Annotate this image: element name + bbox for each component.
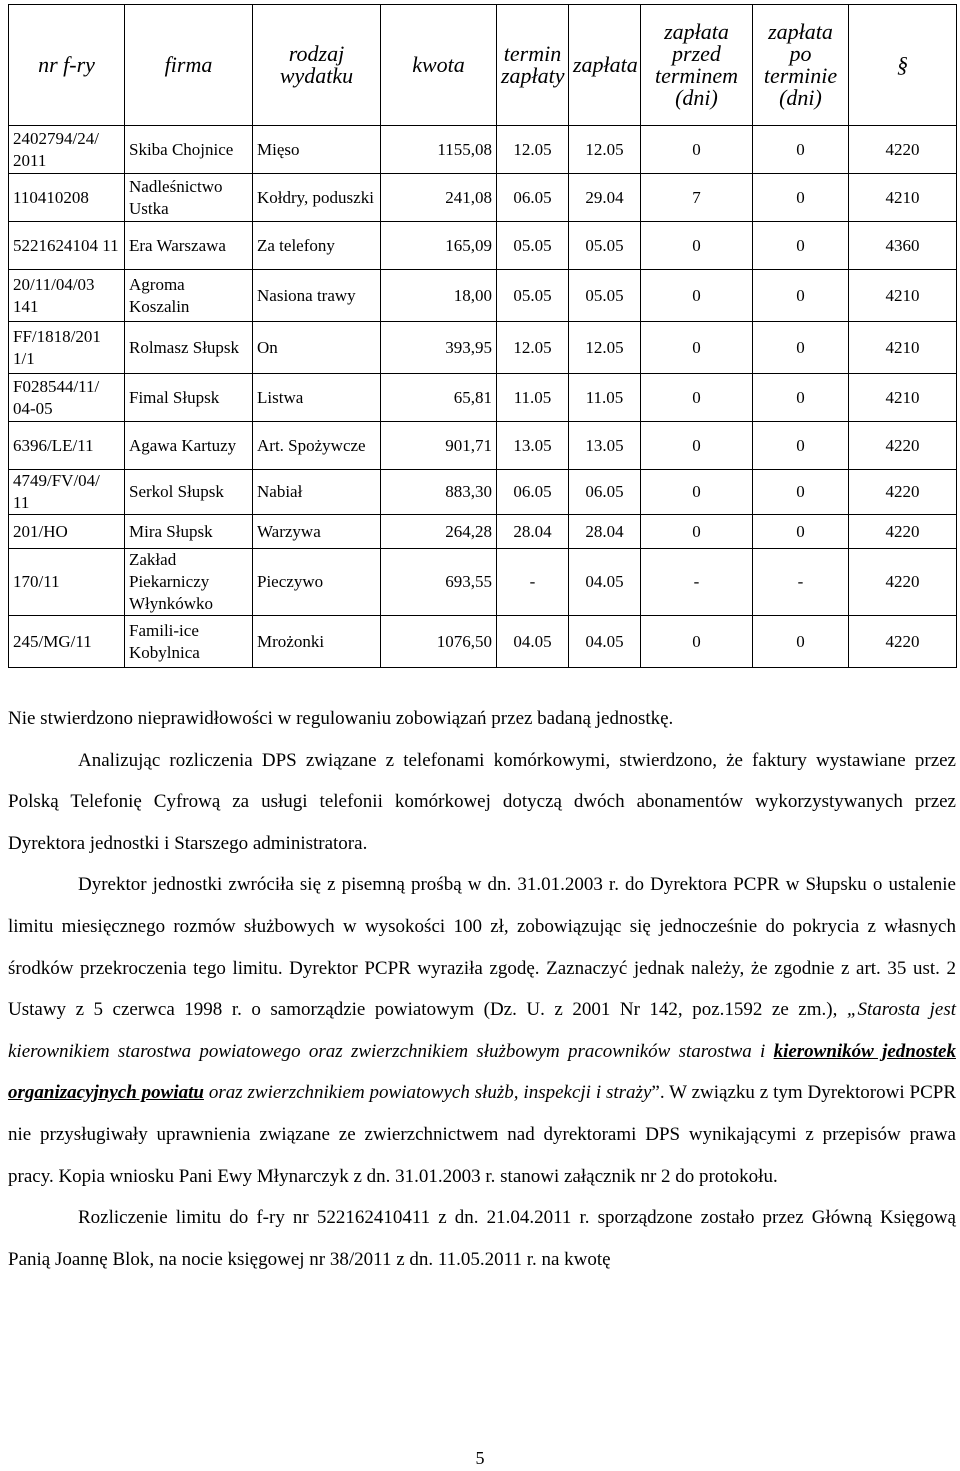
- table-cell: Serkol Słupsk: [125, 470, 253, 515]
- table-cell: 04.05: [569, 549, 641, 616]
- table-cell: 11.05: [497, 374, 569, 422]
- table-cell: 201/HO: [9, 515, 125, 549]
- table-cell: 0: [641, 126, 753, 174]
- table-cell: 883,30: [381, 470, 497, 515]
- table-cell: 0: [641, 322, 753, 374]
- table-cell: Nadleśnictwo Ustka: [125, 174, 253, 222]
- table-cell: 05.05: [497, 270, 569, 322]
- table-cell: FF/1818/201 1/1: [9, 322, 125, 374]
- table-cell: 0: [641, 222, 753, 270]
- column-header: zapłata: [569, 5, 641, 126]
- table-cell: 0: [753, 222, 849, 270]
- table-cell: 4220: [849, 126, 957, 174]
- paragraph-4: Rozliczenie limitu do f-ry nr 522162410411 z dn. 21.04.2011 r. sporządzone zostało przez Główną Księgową Panią Joannę Blok, na nocie księgowej nr 38/2011 z dn. 11.05.2011 r. na kwotę: [8, 1207, 956, 1270]
- table-cell: 12.05: [497, 126, 569, 174]
- table-cell: 4220: [849, 470, 957, 515]
- table-row: [9, 174, 957, 222]
- table-cell: Rolmasz Słupsk: [125, 322, 253, 374]
- table-cell: 4220: [849, 616, 957, 668]
- table-cell: 0: [641, 422, 753, 470]
- table-cell: 05.05: [569, 222, 641, 270]
- table-cell: 1155,08: [381, 126, 497, 174]
- table-cell: 05.05: [497, 222, 569, 270]
- table-cell: 4220: [849, 515, 957, 549]
- table-cell: 4749/FV/04/ 11: [9, 470, 125, 515]
- table-cell: 0: [641, 515, 753, 549]
- table-cell: 2402794/24/ 2011: [9, 126, 125, 174]
- table-cell: Za telefony: [253, 222, 381, 270]
- column-header: firma: [125, 5, 253, 126]
- table-cell: Nasiona trawy: [253, 270, 381, 322]
- table-cell: 06.05: [497, 470, 569, 515]
- table-cell: 0: [641, 470, 753, 515]
- table-cell: 05.05: [569, 270, 641, 322]
- column-header: termin zapłaty: [497, 5, 569, 126]
- table-cell: 0: [753, 616, 849, 668]
- table-cell: 693,55: [381, 549, 497, 616]
- table-cell: 0: [641, 616, 753, 668]
- quote-part-a: „Starosta jest kierownikiem starostwa powiatowego oraz zwierzchnikiem służbowym pracowników starostwa i: [8, 999, 957, 1062]
- table-cell: 4360: [849, 222, 957, 270]
- table-cell: 18,00: [381, 270, 497, 322]
- table-cell: Zakład Piekarniczy Włynkówko: [125, 549, 253, 616]
- table-cell: -: [753, 549, 849, 616]
- paragraph-3: [8, 864, 956, 1197]
- table-row: [9, 322, 957, 374]
- column-header: zapłata po terminie (dni): [753, 5, 849, 126]
- table-cell: 241,08: [381, 174, 497, 222]
- table-header: [9, 5, 957, 126]
- table-cell: Agroma Koszalin: [125, 270, 253, 322]
- column-header: rodzaj wydatku: [253, 5, 381, 126]
- invoice-table: [8, 4, 957, 668]
- table-cell: 170/11: [9, 549, 125, 616]
- table-cell: 0: [753, 422, 849, 470]
- table-cell: 0: [641, 374, 753, 422]
- table-cell: 264,28: [381, 515, 497, 549]
- table-cell: Agawa Kartuzy: [125, 422, 253, 470]
- table-cell: 393,95: [381, 322, 497, 374]
- table-cell: 0: [753, 270, 849, 322]
- table-cell: 65,81: [381, 374, 497, 422]
- table-cell: 12.05: [569, 126, 641, 174]
- table-cell: 0: [753, 515, 849, 549]
- table-cell: 4220: [849, 549, 957, 616]
- table-cell: 4210: [849, 174, 957, 222]
- column-header: kwota: [381, 5, 497, 126]
- table-cell: Mrożonki: [253, 616, 381, 668]
- table-body: [9, 126, 957, 668]
- table-cell: 165,09: [381, 222, 497, 270]
- table-cell: 0: [753, 470, 849, 515]
- column-header: nr f-ry: [9, 5, 125, 126]
- table-cell: 0: [753, 174, 849, 222]
- table-cell: 28.04: [497, 515, 569, 549]
- table-cell: 4210: [849, 270, 957, 322]
- table-cell: 13.05: [497, 422, 569, 470]
- table-row: [9, 616, 957, 668]
- table-row: [9, 470, 957, 515]
- table-row: [9, 515, 957, 549]
- paragraph-1: Nie stwierdzono nieprawidłowości w regulowaniu zobowiązań przez badaną jednostkę.: [8, 708, 674, 729]
- table-cell: 12.05: [497, 322, 569, 374]
- paragraph-2: Analizując rozliczenia DPS związane z telefonami komórkowymi, stwierdzono, że faktury wystawiane przez Polską Telefonię Cyfrową za usługi telefonii komórkowej dotyczą dwóch abonamentów wykorzystywanych przez Dyrektora jednostki i Starszego administratora.: [8, 749, 956, 854]
- table-cell: 06.05: [497, 174, 569, 222]
- table-row: [9, 549, 957, 616]
- table-cell: 11.05: [569, 374, 641, 422]
- table-cell: 110410208: [9, 174, 125, 222]
- table-cell: Kołdry, poduszki: [253, 174, 381, 222]
- table-cell: 1076,50: [381, 616, 497, 668]
- table-cell: 04.05: [497, 616, 569, 668]
- table-cell: Pieczywo: [253, 549, 381, 616]
- table-cell: Era Warszawa: [125, 222, 253, 270]
- table-cell: 0: [753, 374, 849, 422]
- table-cell: 0: [641, 270, 753, 322]
- table-cell: 12.05: [569, 322, 641, 374]
- table-cell: Mięso: [253, 126, 381, 174]
- table-cell: 06.05: [569, 470, 641, 515]
- table-cell: 04.05: [569, 616, 641, 668]
- page-number: 5: [475, 1448, 485, 1468]
- table-cell: 6396/LE/11: [9, 422, 125, 470]
- quote-part-c: oraz zwierzchnikiem powiatowych służb, inspekcji i straży: [203, 1082, 652, 1104]
- table-cell: On: [253, 322, 381, 374]
- table-cell: Fimal Słupsk: [125, 374, 253, 422]
- table-cell: 245/MG/11: [9, 616, 125, 668]
- table-cell: 29.04: [569, 174, 641, 222]
- table-cell: Mira Słupsk: [125, 515, 253, 549]
- paragraph-3-part-b: ”. W związku z tym Dyrektorowi PCPR nie przysługiwały uprawnienia związane ze zwierzchnictwem nad dyrektorami DPS wynikającymi z przepisów prawa pracy. Kopia wniosku Pani Ewy Młynarczyk z dn. 31.01.2003 r. stanowi załącznik nr 2 do protokołu.: [8, 1082, 956, 1187]
- table-cell: Warzywa: [253, 515, 381, 549]
- table-cell: F028544/11/ 04-05: [9, 374, 125, 422]
- table-cell: 4220: [849, 422, 957, 470]
- table-row: [9, 374, 957, 422]
- quote-emphasis: kierowników jednostek organizacyjnych powiatu: [8, 1040, 956, 1104]
- table-row: [9, 422, 957, 470]
- table-cell: 5221624104 11: [9, 222, 125, 270]
- table-cell: 28.04: [569, 515, 641, 549]
- table-cell: -: [641, 549, 753, 616]
- table-cell: 901,71: [381, 422, 497, 470]
- table-row: [9, 126, 957, 174]
- table-cell: 4210: [849, 322, 957, 374]
- table-cell: 13.05: [569, 422, 641, 470]
- table-row: [9, 222, 957, 270]
- table-cell: Skiba Chojnice: [125, 126, 253, 174]
- column-header: zapłata przed terminem (dni): [641, 5, 753, 126]
- table-cell: 7: [641, 174, 753, 222]
- table-cell: 20/11/04/03 141: [9, 270, 125, 322]
- table-cell: Listwa: [253, 374, 381, 422]
- body-text: [8, 698, 956, 1280]
- table-cell: 4210: [849, 374, 957, 422]
- column-header: §: [849, 5, 957, 126]
- table-cell: Art. Spożywcze: [253, 422, 381, 470]
- table-cell: Famili-ice Kobylnica: [125, 616, 253, 668]
- table-cell: 0: [753, 322, 849, 374]
- paragraph-3-part-a: Dyrektor jednostki zwróciła się z pisemną prośbą w dn. 31.01.2003 r. do Dyrektora PCPR w Słupsku o ustalenie limitu miesięcznego rozmów służbowych w wysokości 100 zł, zobowiązując się jednocześnie do pokrycia z własnych środków przekroczenia tego limitu. Dyrektor PCPR wyraziła zgodę. Zaznaczyć jednak należy, że zgodnie z art. 35 ust. 2 Ustawy z 5 czerwca 1998 r. o samorządzie powiatowym (Dz. U. z 2001 Nr 142, poz.1592 ze zm.),: [8, 874, 956, 1021]
- table-cell: 0: [753, 126, 849, 174]
- table-cell: -: [497, 549, 569, 616]
- table-row: [9, 270, 957, 322]
- table-cell: Nabiał: [253, 470, 381, 515]
